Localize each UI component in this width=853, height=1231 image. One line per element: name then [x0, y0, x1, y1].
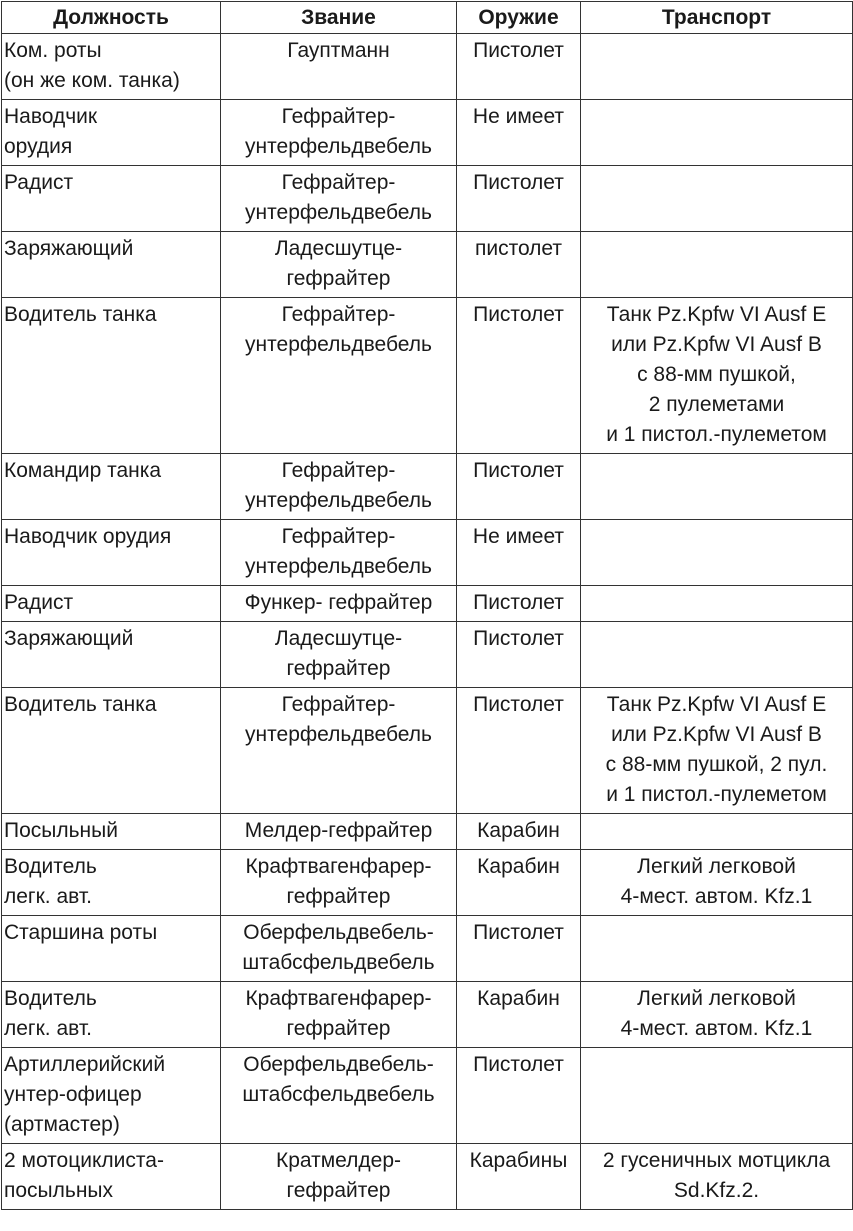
cell-line: Артиллерийский — [4, 1053, 166, 1076]
table-row — [2, 688, 853, 814]
cell-line: Наводчик — [4, 105, 98, 128]
cell-line: Не имеет — [472, 525, 565, 548]
cell-transport — [581, 688, 853, 814]
cell-rank — [221, 34, 457, 100]
cell-line: с 88-мм пушкой, 2 пул. — [605, 753, 828, 776]
cell-line: легк. авт. — [4, 885, 92, 908]
cell-line: Пистолет — [473, 693, 564, 716]
cell-weapon — [457, 100, 581, 166]
cell-weapon — [457, 1144, 581, 1210]
cell-line: 2 мотоциклиста- — [4, 1149, 164, 1172]
cell-line: Кратмелдер- — [275, 1149, 402, 1172]
cell-transport — [581, 232, 853, 298]
cell-position — [2, 34, 221, 100]
cell-transport — [581, 916, 853, 982]
cell-rank — [221, 454, 457, 520]
cell-line: легк. авт. — [4, 1017, 92, 1040]
cell-line: Старшина роты — [4, 921, 158, 944]
cell-line: Гефрайтер- — [281, 459, 396, 482]
cell-position — [2, 1048, 221, 1144]
table-row — [2, 814, 853, 850]
table-row — [2, 520, 853, 586]
cell-position — [2, 814, 221, 850]
cell-line: Командир танка — [4, 459, 162, 482]
cell-position — [2, 100, 221, 166]
cell-line: Ладесшутце- — [274, 627, 403, 650]
cell-line: Гауптманн — [287, 39, 390, 62]
cell-position — [2, 688, 221, 814]
cell-rank — [221, 1048, 457, 1144]
cell-line: Ладесшутце- — [274, 237, 403, 260]
cell-line: штабсфельдвебель — [242, 951, 435, 974]
table-row — [2, 1144, 853, 1210]
cell-line: Водитель — [4, 855, 97, 878]
cell-line: Гефрайтер- — [281, 525, 396, 548]
cell-position — [2, 298, 221, 454]
cell-line: с 88-мм пушкой, — [637, 363, 796, 386]
cell-position — [2, 586, 221, 622]
cell-line: унтерфельдвебель — [245, 333, 432, 356]
cell-line: пистолет — [474, 237, 563, 260]
table-row — [2, 850, 853, 916]
cell-line: Легкий легковой — [637, 855, 796, 878]
cell-transport — [581, 586, 853, 622]
cell-line: Танк Pz.Kpfw VI Ausf E — [606, 693, 827, 716]
cell-position — [2, 1144, 221, 1210]
header-transport: Транспорт — [581, 2, 853, 34]
cell-weapon — [457, 34, 581, 100]
cell-rank — [221, 166, 457, 232]
staff-table — [1, 1, 853, 1210]
cell-line: Пистолет — [473, 921, 564, 944]
cell-line: штабсфельдвебель — [242, 1083, 435, 1106]
cell-line: Радист — [4, 591, 74, 614]
cell-line: орудия — [4, 135, 73, 158]
table-row — [2, 622, 853, 688]
cell-transport — [581, 34, 853, 100]
cell-weapon — [457, 622, 581, 688]
cell-position — [2, 520, 221, 586]
cell-transport — [581, 850, 853, 916]
cell-line: Карабины — [469, 1149, 568, 1172]
cell-line: Посыльный — [4, 819, 118, 842]
cell-transport — [581, 100, 853, 166]
cell-line: гефрайтер — [286, 1017, 391, 1040]
cell-line: унтерфельдвебель — [245, 201, 432, 224]
cell-line: Ком. роты — [4, 39, 102, 62]
cell-rank — [221, 916, 457, 982]
cell-line: Оберфельдвебель- — [243, 921, 434, 944]
table-header — [2, 2, 853, 34]
cell-position — [2, 916, 221, 982]
cell-line: Заряжающий — [4, 237, 134, 260]
cell-weapon — [457, 586, 581, 622]
cell-line: Пистолет — [473, 1053, 564, 1076]
cell-line: Легкий легковой — [637, 987, 796, 1010]
cell-weapon — [457, 814, 581, 850]
cell-rank — [221, 814, 457, 850]
cell-position — [2, 166, 221, 232]
cell-weapon — [457, 688, 581, 814]
table-row — [2, 982, 853, 1048]
cell-line: унтерфельдвебель — [245, 555, 432, 578]
table-row — [2, 166, 853, 232]
cell-transport — [581, 982, 853, 1048]
cell-position — [2, 982, 221, 1048]
cell-line: 2 гусеничных мотцикла — [602, 1149, 831, 1172]
cell-weapon — [457, 232, 581, 298]
cell-weapon — [457, 298, 581, 454]
cell-line: (он же ком. танка) — [4, 69, 180, 92]
header-weapon: Оружие — [457, 2, 581, 34]
cell-weapon — [457, 166, 581, 232]
cell-line: посыльных — [4, 1179, 114, 1202]
table-row — [2, 232, 853, 298]
cell-line: Не имеет — [472, 105, 565, 128]
cell-transport — [581, 166, 853, 232]
cell-rank — [221, 520, 457, 586]
cell-position — [2, 454, 221, 520]
cell-line: Гефрайтер- — [281, 303, 396, 326]
cell-transport — [581, 298, 853, 454]
table-row — [2, 298, 853, 454]
header-rank: Звание — [221, 2, 457, 34]
cell-line: Пистолет — [473, 591, 564, 614]
cell-line: Sd.Kfz.2. — [673, 1179, 760, 1202]
cell-rank — [221, 850, 457, 916]
table-row — [2, 34, 853, 100]
cell-rank — [221, 232, 457, 298]
cell-line: гефрайтер — [286, 1179, 391, 1202]
cell-transport — [581, 454, 853, 520]
cell-line: Карабин — [477, 855, 560, 878]
cell-line: Водитель — [4, 987, 97, 1010]
cell-weapon — [457, 1048, 581, 1144]
cell-weapon — [457, 454, 581, 520]
table-row — [2, 454, 853, 520]
table-row — [2, 100, 853, 166]
cell-weapon — [457, 850, 581, 916]
cell-line: Пистолет — [473, 303, 564, 326]
cell-transport — [581, 814, 853, 850]
table-row — [2, 586, 853, 622]
cell-line: Крафтвагенфарер- — [245, 855, 432, 878]
cell-weapon — [457, 982, 581, 1048]
header-position: Должность — [2, 2, 221, 34]
cell-weapon — [457, 916, 581, 982]
cell-line: унтерфельдвебель — [245, 723, 432, 746]
table-row — [2, 1048, 853, 1144]
cell-line: гефрайтер — [286, 885, 391, 908]
cell-rank — [221, 982, 457, 1048]
cell-line: Пистолет — [473, 39, 564, 62]
cell-line: Крафтвагенфарер- — [245, 987, 432, 1010]
cell-line: Пистолет — [473, 171, 564, 194]
cell-rank — [221, 298, 457, 454]
cell-line: 2 пулеметами — [648, 393, 785, 416]
cell-line: или Pz.Kpfw VI Ausf B — [611, 723, 822, 746]
cell-line: Карабин — [477, 819, 560, 842]
cell-line: Карабин — [477, 987, 560, 1010]
cell-line: гефрайтер — [286, 657, 391, 680]
cell-rank — [221, 1144, 457, 1210]
cell-position — [2, 232, 221, 298]
cell-line: 4-мест. автом. Kfz.1 — [620, 1017, 813, 1040]
cell-line: 4-мест. автом. Kfz.1 — [620, 885, 813, 908]
cell-line: унтер-офицер — [4, 1083, 142, 1106]
cell-line: Водитель танка — [4, 693, 157, 716]
cell-line: Гефрайтер- — [281, 105, 396, 128]
cell-line: Мелдер-гефрайтер — [244, 819, 433, 842]
cell-line: Гефрайтер- — [281, 171, 396, 194]
cell-line: Наводчик орудия — [4, 525, 172, 548]
cell-transport — [581, 1048, 853, 1144]
cell-rank — [221, 688, 457, 814]
cell-line: и 1 пистол.-пулеметом — [606, 423, 827, 446]
cell-line: Оберфельдвебель- — [243, 1053, 434, 1076]
table-row — [2, 916, 853, 982]
cell-rank — [221, 100, 457, 166]
cell-rank — [221, 622, 457, 688]
cell-line: Функер- гефрайтер — [244, 591, 433, 614]
cell-line: и 1 пистол.-пулеметом — [606, 783, 827, 806]
cell-position — [2, 622, 221, 688]
cell-line: Водитель танка — [4, 303, 157, 326]
cell-rank — [221, 586, 457, 622]
cell-line: Пистолет — [473, 627, 564, 650]
cell-line: унтерфельдвебель — [245, 135, 432, 158]
cell-line: Радист — [4, 171, 74, 194]
cell-weapon — [457, 520, 581, 586]
cell-line: гефрайтер — [286, 267, 391, 290]
header-row — [2, 2, 853, 34]
cell-line: унтерфельдвебель — [245, 489, 432, 512]
cell-transport — [581, 622, 853, 688]
cell-line: Танк Pz.Kpfw VI Ausf E — [606, 303, 827, 326]
cell-transport — [581, 1144, 853, 1210]
cell-transport — [581, 520, 853, 586]
cell-line: Гефрайтер- — [281, 693, 396, 716]
cell-line: Заряжающий — [4, 627, 134, 650]
cell-position — [2, 850, 221, 916]
cell-line: или Pz.Kpfw VI Ausf B — [611, 333, 822, 356]
cell-line: Пистолет — [473, 459, 564, 482]
cell-line: (артмастер) — [4, 1113, 120, 1136]
table-body — [2, 34, 853, 1210]
